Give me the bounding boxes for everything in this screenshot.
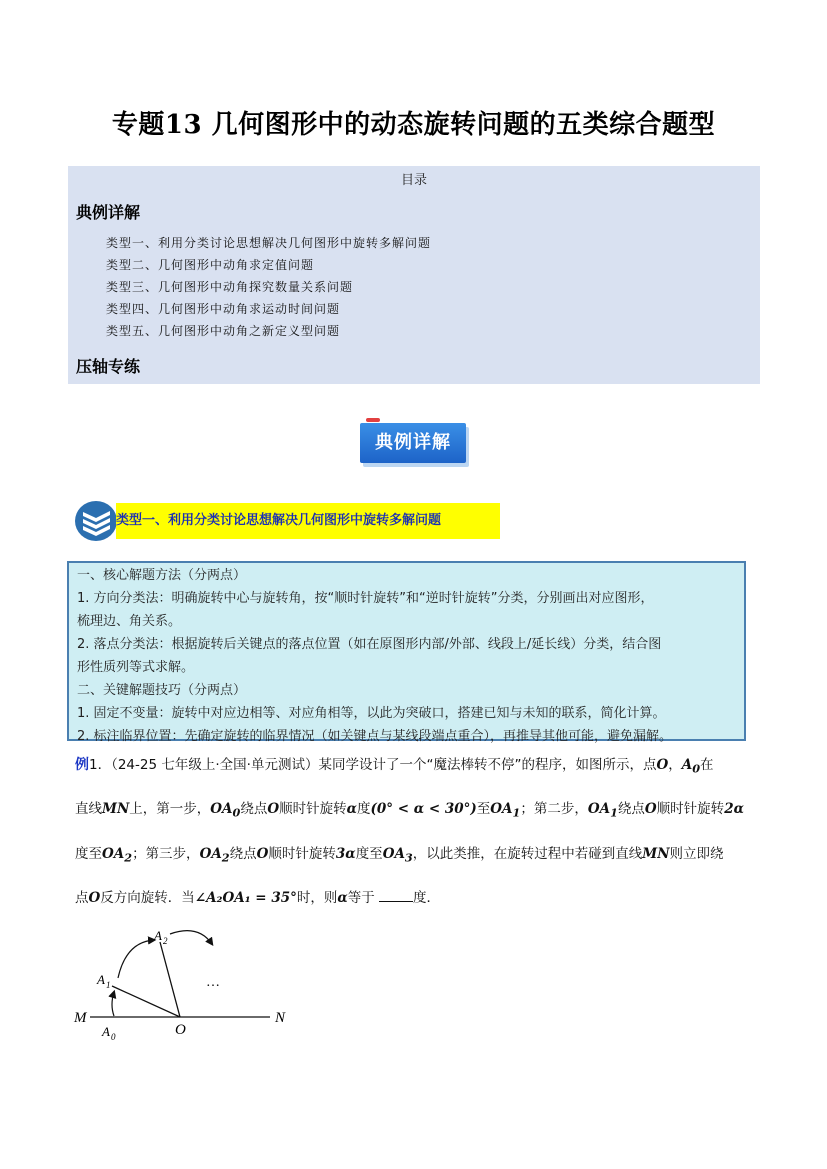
question-text: 顺时针旋转 — [656, 801, 725, 817]
label-a1: A — [97, 972, 105, 987]
label-m: M — [74, 1010, 87, 1026]
math-angle: 2α — [724, 801, 744, 817]
badge-accent-mark — [366, 418, 380, 422]
toc-item-3[interactable]: 类型三、几何图形中动角探究数量关系问题 — [106, 280, 354, 294]
example-number: 1． — [89, 757, 112, 773]
example-label: 例 — [75, 757, 89, 773]
question-text: 则立即绕 — [669, 846, 724, 862]
math-point: A — [681, 757, 693, 773]
math-point: O — [88, 890, 101, 906]
label-a2-sub: 2 — [163, 936, 168, 946]
math-subscript: 1 — [610, 805, 618, 820]
method-line: 一、核心解题方法（分两点） — [77, 568, 247, 583]
question-line-3 — [75, 842, 724, 865]
question-text: 顺时针旋转 — [268, 846, 336, 862]
method-line: 1. 方向分类法：明确旋转中心与旋转角，按“顺时针旋转”和“逆时针旋转”分类，分别画出对应图形， — [77, 591, 654, 606]
question-text: 度 — [357, 801, 371, 817]
math-point: O — [656, 757, 669, 773]
section-badge: 典例详解 — [360, 423, 466, 463]
answer-blank[interactable] — [379, 889, 413, 902]
label-n: N — [275, 1010, 286, 1026]
math-line: MN — [102, 801, 130, 817]
question-text: 绕点 — [617, 801, 645, 817]
question-text: 直线 — [75, 801, 102, 817]
math-angle-condition: ∠A₂OA₁ = 35° — [194, 890, 297, 906]
arc-step-2 — [118, 940, 154, 978]
page-title: 专题13 几何图形中的动态旋转问题的五类综合题型 — [111, 110, 716, 140]
math-subscript: 2 — [221, 850, 230, 865]
math-point: O — [267, 801, 280, 817]
question-text: 绕点 — [240, 801, 268, 817]
question-text: 度至 — [75, 846, 102, 862]
math-subscript: 2 — [124, 850, 133, 865]
label-a0-sub: 0 — [111, 1032, 116, 1042]
toc-heading: 目录 — [400, 173, 427, 188]
label-a2: A — [154, 928, 162, 943]
math-segment: OA — [102, 846, 125, 862]
math-subscript: 0 — [692, 761, 701, 776]
math-angle: 3α — [335, 846, 356, 862]
method-line: 梳理边、角关系。 — [77, 614, 182, 629]
toc-section-examples[interactable]: 典例详解 — [76, 203, 141, 222]
toc-section-exercises[interactable]: 压轴专练 — [76, 357, 141, 376]
math-line: MN — [642, 846, 670, 862]
question-text: ；第三步， — [132, 846, 200, 862]
math-point: O — [644, 801, 657, 817]
toc-item-1[interactable]: 类型一、利用分类讨论思想解决几何图形中旋转多解问题 — [106, 236, 432, 250]
math-point: O — [256, 846, 269, 862]
math-segment: OA — [587, 801, 611, 817]
question-text: 至 — [476, 801, 491, 817]
method-box — [67, 561, 746, 744]
question-text: 某同学设计了一个“魔法棒转不停”的程序，如图所示，点 — [318, 757, 657, 773]
label-a1-sub: 1 — [106, 980, 111, 990]
method-line: 形性质列等式求解。 — [77, 660, 195, 675]
label-ellipsis: … — [206, 975, 220, 990]
method-line: 2. 标注临界位置：先确定旋转的临界情况（如关键点与某线段端点重合），再推导其他可能，避免漏解。 — [77, 729, 673, 744]
arc-step-3 — [170, 931, 212, 944]
math-subscript: 0 — [232, 805, 241, 820]
ray-oa1 — [112, 986, 180, 1017]
ray-oa2 — [160, 942, 180, 1017]
question-text: ，以此类推，在旋转过程中若碰到直线 — [412, 846, 643, 862]
question-line-4 — [75, 886, 440, 906]
math-angle: α — [346, 801, 358, 817]
toc-item-5[interactable]: 类型五、几何图形中动角之新定义型问题 — [106, 324, 341, 338]
method-line: 二、关键解题技巧（分两点） — [77, 683, 247, 698]
method-line: 1. 固定不变量：旋转中对应边相等、对应角相等，以此为突破口，搭建已知与未知的联系，简化计算。 — [77, 706, 666, 721]
rotation-figure — [70, 920, 300, 1045]
question-text: 度． — [413, 890, 441, 906]
type-heading: 类型一、利用分类讨论思想解决几何图形中旋转多解问题 — [116, 503, 500, 539]
question-text: 绕点 — [229, 846, 257, 862]
question-source[interactable]: （24-25 七年级上·全国·单元测试） — [111, 757, 319, 773]
math-segment: OA — [490, 801, 513, 817]
question-text: 在 — [700, 757, 714, 773]
math-segment: OA — [210, 801, 233, 817]
math-subscript: 3 — [404, 850, 413, 865]
math-range: (0° < α < 30°) — [370, 801, 477, 817]
question-line-2 — [75, 797, 744, 820]
books-icon — [74, 500, 118, 542]
math-segment: OA — [382, 846, 405, 862]
arc-step-1 — [112, 992, 114, 1016]
table-of-contents — [68, 166, 760, 384]
question-text: ；第二步， — [520, 801, 588, 817]
question-text: 等于 — [347, 890, 375, 906]
question-text: 顺时针旋转 — [279, 801, 347, 817]
method-line: 2. 落点分类法：根据旋转后关键点的落点位置（如在原图形内部/外部、线段上/延长线）分类，结合图 — [77, 637, 662, 652]
math-segment: OA — [199, 846, 222, 862]
question-text: 度至 — [355, 846, 383, 862]
question-text: 反方向旋转．当 — [100, 890, 195, 906]
math-angle: α — [337, 890, 348, 906]
question-text: 点 — [75, 890, 89, 906]
question-text: 上，第一步， — [129, 801, 211, 817]
question-text: 时，则 — [296, 890, 338, 906]
math-subscript: 1 — [512, 805, 521, 820]
label-o: O — [175, 1022, 186, 1038]
toc-item-4[interactable]: 类型四、几何图形中动角求运动时间问题 — [106, 302, 341, 316]
label-a0: A — [102, 1024, 110, 1039]
question-line-1: 例1．（24-25 七年级上·全国·单元测试）某同学设计了一个“魔法棒转不停”的程序，如图所示，点O，$A_0$在 — [75, 757, 714, 776]
toc-item-2[interactable]: 类型二、几何图形中动角求定值问题 — [106, 258, 315, 272]
